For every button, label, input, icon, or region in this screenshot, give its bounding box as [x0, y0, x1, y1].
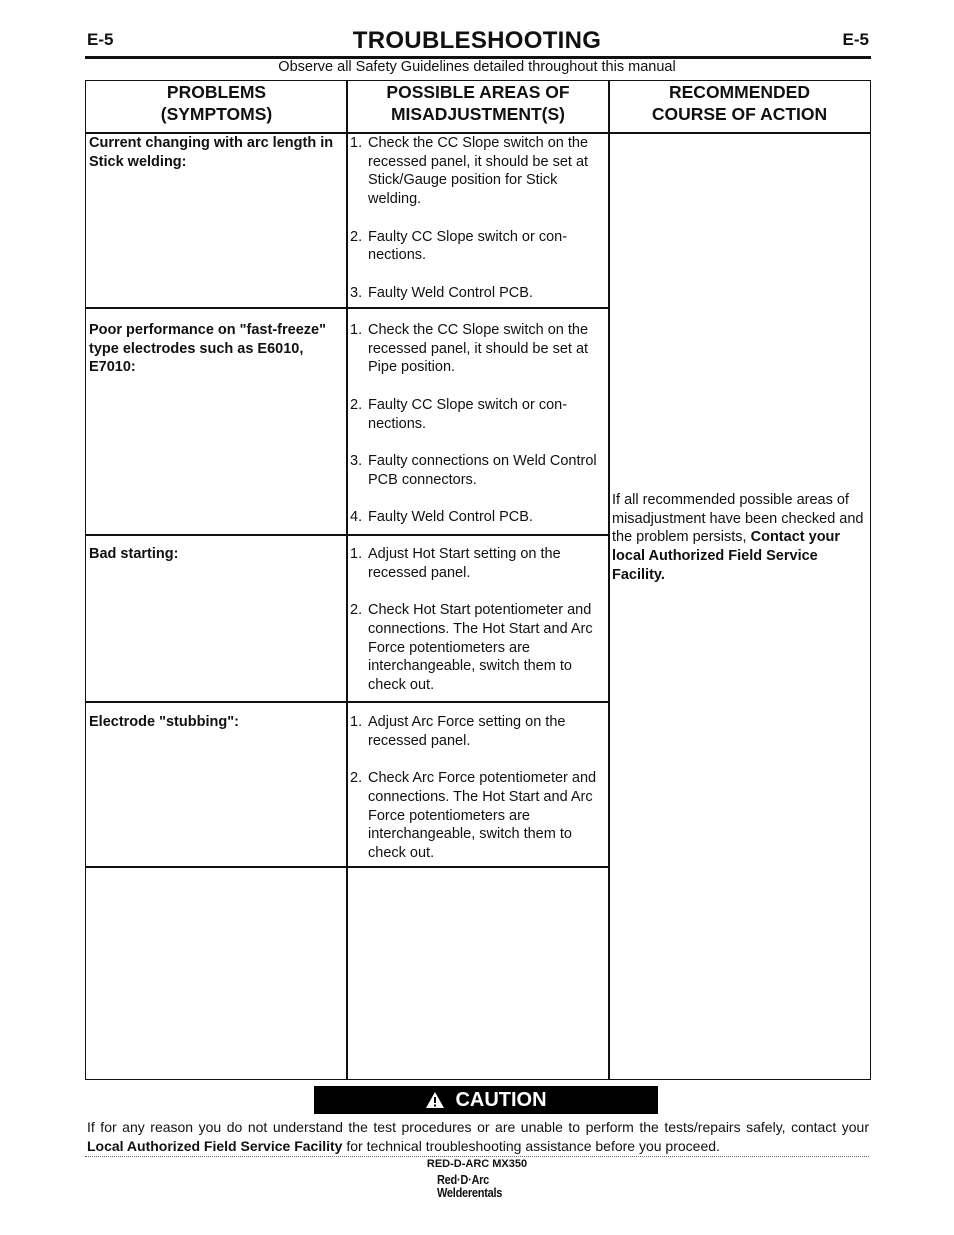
step-item	[350, 601, 606, 695]
header-action-line1: RECOMMENDED	[669, 82, 810, 102]
step-item	[350, 452, 606, 489]
step-item	[350, 545, 606, 582]
logo-line2: Welderentals	[437, 1186, 503, 1200]
header-action-line2: COURSE OF ACTION	[651, 104, 828, 124]
steps-current-changing	[350, 134, 606, 321]
step-item	[350, 508, 606, 527]
step-item	[350, 769, 606, 863]
safety-subtitle: Observe all Safety Guidelines detailed throughout this manual	[278, 59, 676, 75]
step-number: 4.	[350, 508, 363, 525]
problem-electrode-stubbing: Electrode "stubbing":	[89, 714, 239, 730]
step-number: 3.	[350, 284, 363, 301]
step-number: 1.	[350, 714, 363, 730]
step-item	[350, 713, 606, 750]
step-item	[350, 228, 606, 265]
column-divider-1	[346, 80, 348, 1080]
steps-fast-freeze	[350, 321, 606, 545]
step-text: Adjust Arc Force setting on the recessed panel.	[368, 714, 566, 749]
step-text: Check the CC Slope switch on the recessed panel, it should be set at Stick/Gauge position for Stick welding.	[368, 135, 589, 208]
step-text: Adjust Hot Start setting on the recessed panel.	[368, 546, 561, 581]
page-title: TROUBLESHOOTING	[352, 27, 602, 54]
caution-text-bold: Local Authorized Field Service Facility	[87, 1138, 343, 1154]
step-item	[350, 396, 606, 433]
footer-divider	[85, 1156, 869, 1157]
step-number: 1.	[350, 322, 363, 338]
recommended-action	[612, 491, 869, 585]
step-item	[350, 134, 606, 209]
problem-bad-starting: Bad starting:	[89, 546, 179, 562]
step-text: Check Hot Start potentiometer and connections. The Hot Start and Arc Force potentiometers are interchangeable, switch them to check out.	[368, 602, 593, 693]
step-text: Faulty connections on Weld Control PCB connectors.	[368, 452, 597, 488]
caution-text-part1: If for any reason you do not understand the test procedures or are unable to perform the tests/repairs safely, contact your	[87, 1119, 869, 1135]
problem-fast-freeze: Poor performance on "fast-freeze" type electrodes such as E6010, E7010:	[89, 322, 326, 375]
action-contact-text: Contact your local Authorized Field Service Facility.	[612, 529, 841, 583]
steps-electrode-stubbing	[350, 713, 606, 881]
logo-line1: Red·D·Arc	[437, 1173, 490, 1187]
warning-triangle-icon	[425, 1091, 445, 1109]
step-text: Faulty CC Slope switch or con-nections.	[368, 228, 568, 264]
step-number: 1.	[350, 546, 363, 562]
model-name: RED-D-ARC MX350	[426, 1158, 528, 1170]
steps-bad-starting	[350, 545, 606, 713]
caution-text	[87, 1118, 869, 1156]
header-misadjustments	[348, 80, 608, 132]
step-item	[350, 284, 606, 303]
caution-label: CAUTION	[455, 1088, 547, 1111]
page-number-right: E-5	[842, 30, 869, 49]
step-text: Faulty Weld Control PCB.	[368, 284, 533, 301]
step-number: 2.	[350, 602, 363, 619]
header-misadjustments-line2: MISADJUSTMENT(S)	[390, 104, 566, 124]
step-text: Check the CC Slope switch on the recessed panel, it should be set at Pipe position.	[368, 322, 589, 376]
caution-text-part2: for technical troubleshooting assistance before you proceed.	[342, 1138, 720, 1154]
header-misadjustments-line1: POSSIBLE AREAS OF	[386, 82, 570, 102]
step-number: 2.	[350, 396, 363, 413]
header-problems-line2: (SYMPTOMS)	[160, 104, 273, 124]
header-problems	[87, 80, 346, 132]
step-text: Faulty CC Slope switch or con-nections.	[368, 396, 568, 432]
caution-banner	[314, 1086, 658, 1114]
step-number: 3.	[350, 452, 363, 469]
header-course-of-action	[610, 80, 869, 132]
problem-current-changing: Current changing with arc length in Stick welding:	[89, 135, 334, 170]
step-number: 1.	[350, 135, 363, 151]
page-number-left: E-5	[87, 30, 114, 49]
step-text: Faulty Weld Control PCB.	[368, 508, 533, 525]
red-d-arc-logo	[437, 1174, 507, 1200]
step-item	[350, 321, 606, 377]
header-problems-line1: PROBLEMS	[166, 82, 267, 102]
step-number: 2.	[350, 770, 363, 787]
action-text: If all recommended possible areas of misadjustment have been checked and the problem persists,	[612, 492, 864, 546]
column-divider-2	[608, 80, 610, 1080]
step-number: 2.	[350, 228, 363, 245]
step-text: Check Arc Force potentiometer and connections. The Hot Start and Arc Force potentiometers are interchangeable, switch them to check out.	[368, 770, 597, 861]
